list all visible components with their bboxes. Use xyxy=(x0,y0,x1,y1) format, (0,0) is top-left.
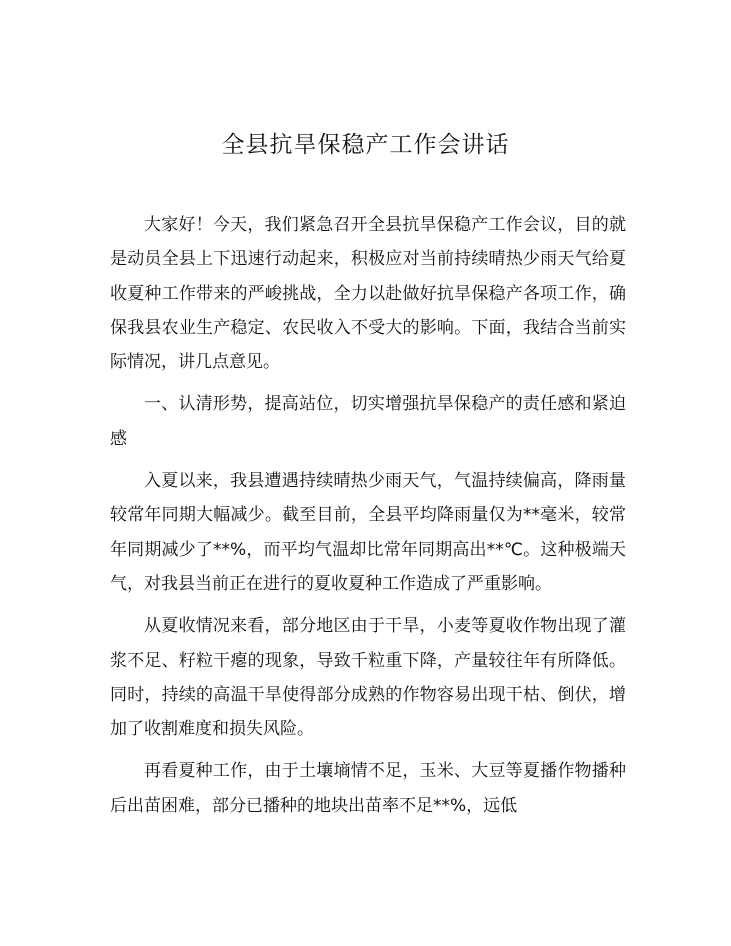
paragraph-opening: 大家好！今天，我们紧急召开全县抗旱保稳产工作会议，目的就是动员全县上下迅速行动起来，积极应对当前持续晴热少雨天气给夏收夏种工作带来的严峻挑战，全力以赴做好抗旱保稳产各项工作，确保我县农业生产稳定、农民收入不受大的影响。下面，我结合当前实际情况，讲几点意见。 xyxy=(110,215,626,373)
paragraph-summer-planting: 再看夏种工作，由于土壤墒情不足，玉米、大豆等夏播作物播种后出苗困难，部分已播种的地块出苗率不足**%，远低 xyxy=(110,761,626,816)
document-body xyxy=(110,208,626,831)
paragraph-summer-harvest: 从夏收情况来看，部分地区由于干旱，小麦等夏收作物出现了灌浆不足、籽粒干瘪的现象，导致千粒重下降，产量较往年有所降低。同时，持续的高温干旱使得部分成熟的作物容易出现干枯、倒伏，增加了收割难度和损失风险。 xyxy=(110,616,626,740)
section-heading-1: 一、认清形势，提高站位，切实增强抗旱保稳产的责任感和紧迫感 xyxy=(110,394,626,449)
paragraph-weather-situation: 入夏以来，我县遭遇持续晴热少雨天气，气温持续偏高，降雨量较常年同期大幅减少。截至目前，全县平均降雨量仅为**毫米，较常年同期减少了**%，而平均气温却比常年同期高出**℃。这种极端天气，对我县当前正在进行的夏收夏种工作造成了严重影响。 xyxy=(110,471,626,594)
document-title: 全县抗旱保稳产工作会讲话 xyxy=(221,132,510,158)
